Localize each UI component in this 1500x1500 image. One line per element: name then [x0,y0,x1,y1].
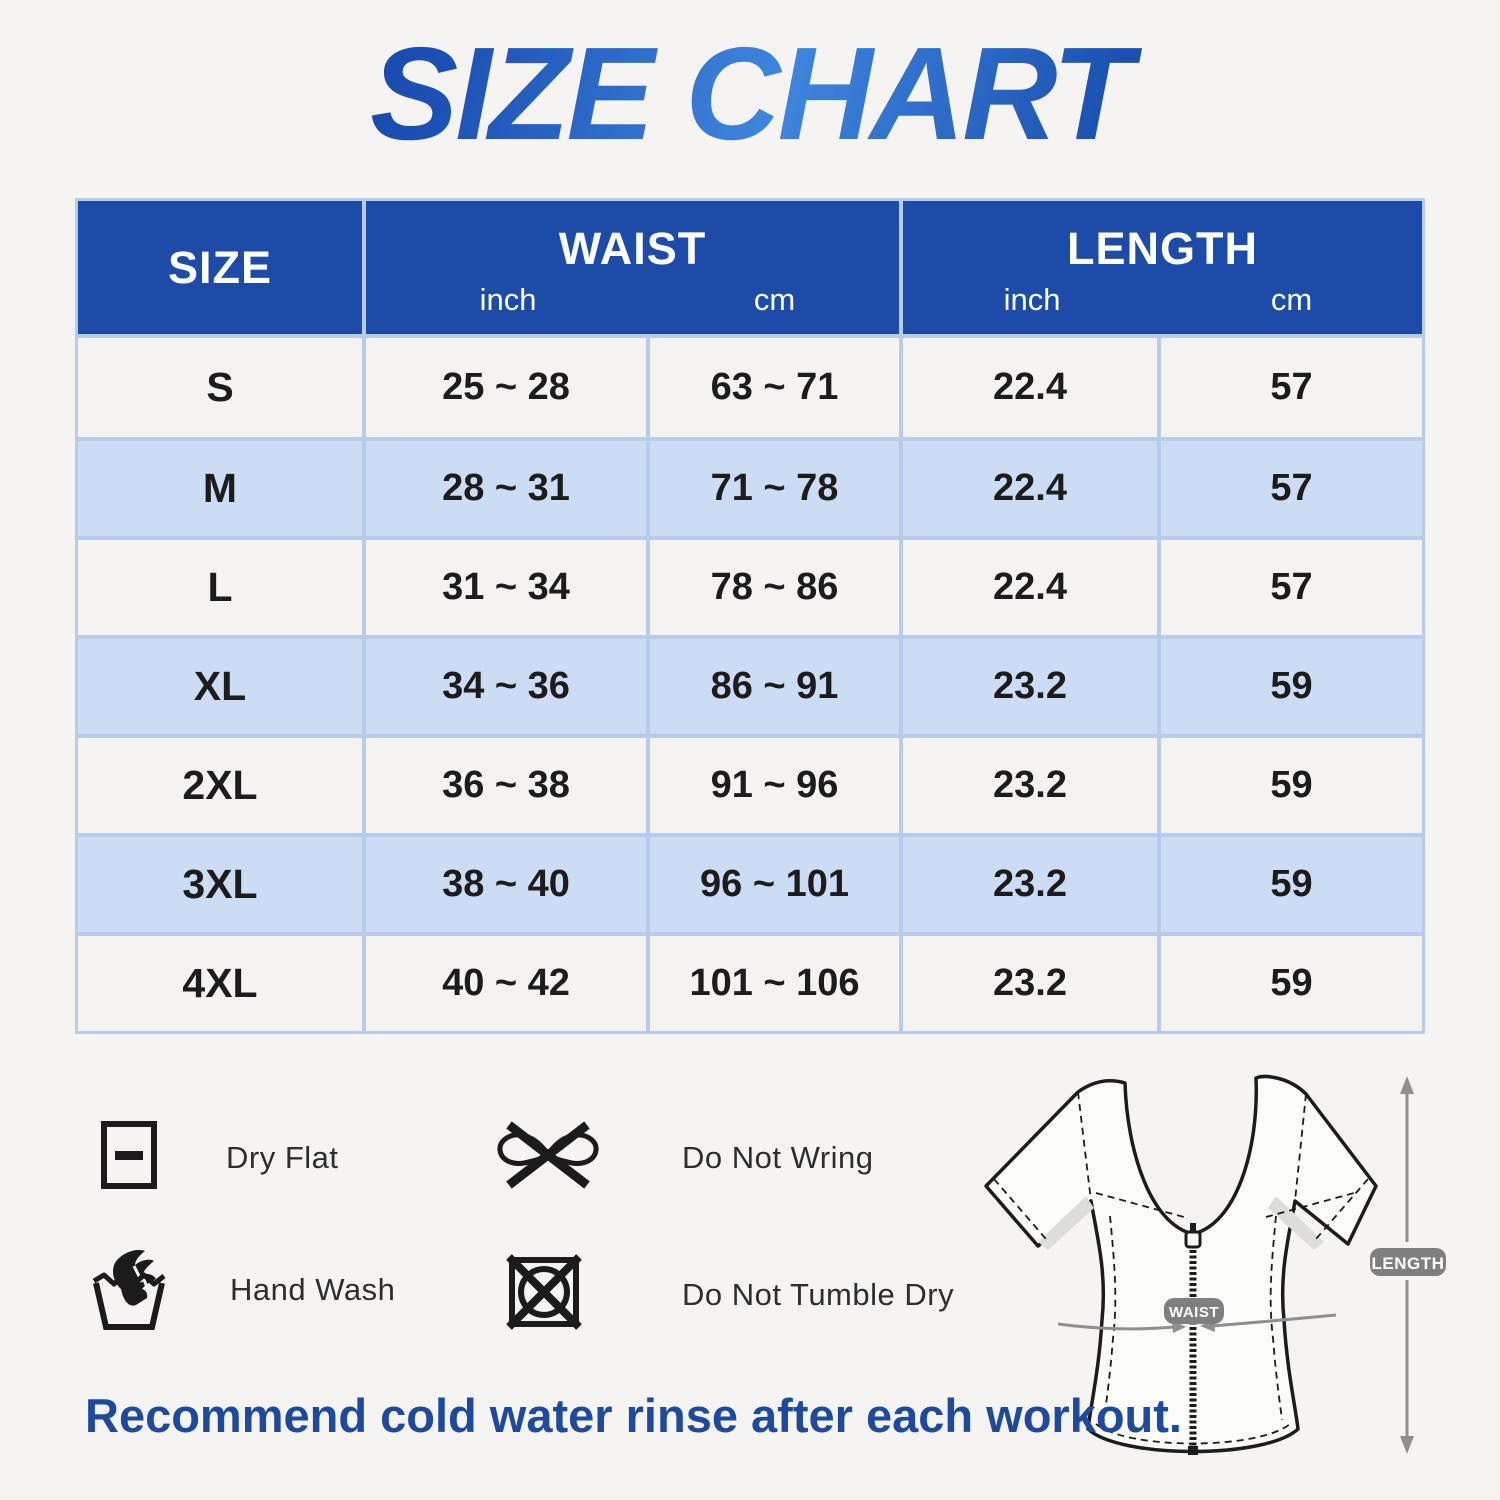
cell-size: 2XL [182,762,258,808]
table-body [78,338,1422,1031]
cell-waist-inch: 28 ~ 31 [362,441,646,536]
cell-length-inch: 22.4 [899,540,1157,635]
cell-length-inch: 23.2 [899,738,1157,833]
footnote-text: Recommend cold water rinse after each workout. [85,1389,1182,1442]
table-row [78,833,1422,932]
length-callout-label: LENGTH [1371,1254,1445,1273]
table-row [78,536,1422,635]
cell-waist-cm: 63 ~ 71 [646,338,899,437]
cell-waist-inch: 31 ~ 34 [362,540,646,635]
cell-waist-inch: 36 ~ 38 [362,738,646,833]
do-not-wring-icon [494,1118,602,1197]
cell-size: 4XL [182,960,258,1006]
cell-length-inch: 23.2 [899,936,1157,1031]
cell-waist-inch: 40 ~ 42 [362,936,646,1031]
cell-length-inch: 22.4 [899,338,1157,437]
length-header-label: LENGTH [1067,223,1258,274]
column-header-size [78,201,362,334]
table-header-row [78,201,1422,338]
cell-size: XL [193,663,247,709]
cell-size: 3XL [182,861,258,907]
cell-length-cm: 57 [1157,338,1422,437]
cell-length-inch: 23.2 [899,639,1157,734]
cell-waist-cm: 96 ~ 101 [646,837,899,932]
cell-waist-cm: 86 ~ 91 [646,639,899,734]
cell-waist-inch: 38 ~ 40 [362,837,646,932]
table-row [78,635,1422,734]
table-row [78,437,1422,536]
size-header-label: SIZE [167,241,273,293]
column-header-length [899,201,1422,334]
cell-length-cm: 57 [1157,540,1422,635]
page-title: SIZE CHART [0,18,1500,169]
table-row [78,734,1422,833]
column-header-waist [362,201,899,334]
table-row [78,932,1422,1031]
cell-length-cm: 59 [1157,639,1422,734]
care-label: Dry Flat [226,1139,339,1175]
do-not-tumble-dry-icon [506,1254,582,1335]
waist-callout-label: WAIST [1169,1304,1219,1321]
care-item-do-not-tumble-dry [506,1254,954,1335]
cell-waist-cm: 78 ~ 86 [646,540,899,635]
care-label: Do Not Tumble Dry [682,1276,955,1312]
cell-waist-inch: 25 ~ 28 [362,338,646,437]
size-chart-table [75,198,1425,1034]
waist-callout [1164,1298,1224,1324]
cell-size: M [202,465,238,511]
cell-length-cm: 59 [1157,738,1422,833]
dry-flat-icon [100,1120,158,1195]
cell-length-cm: 57 [1157,441,1422,536]
cell-size: S [206,364,234,410]
cell-waist-cm: 91 ~ 96 [646,738,899,833]
length-unit-inch: inch [1003,282,1061,317]
length-callout [1370,1248,1446,1276]
care-label: Hand Wash [230,1271,396,1307]
care-item-dry-flat [100,1120,339,1195]
waist-unit-cm: cm [753,282,796,317]
care-item-do-not-wring [494,1118,874,1197]
cell-length-cm: 59 [1157,837,1422,932]
cell-size: L [207,564,233,610]
hand-wash-icon [90,1242,168,1337]
cell-waist-cm: 71 ~ 78 [646,441,899,536]
care-label: Do Not Wring [682,1139,874,1175]
care-item-hand-wash [90,1242,395,1337]
waist-header-label: WAIST [558,223,707,274]
cell-length-cm: 59 [1157,936,1422,1031]
length-unit-cm: cm [1270,282,1313,317]
cell-length-inch: 23.2 [899,837,1157,932]
waist-unit-inch: inch [479,282,537,317]
cell-length-inch: 22.4 [899,441,1157,536]
cell-waist-inch: 34 ~ 36 [362,639,646,734]
cell-waist-cm: 101 ~ 106 [646,936,899,1031]
table-row [78,338,1422,437]
